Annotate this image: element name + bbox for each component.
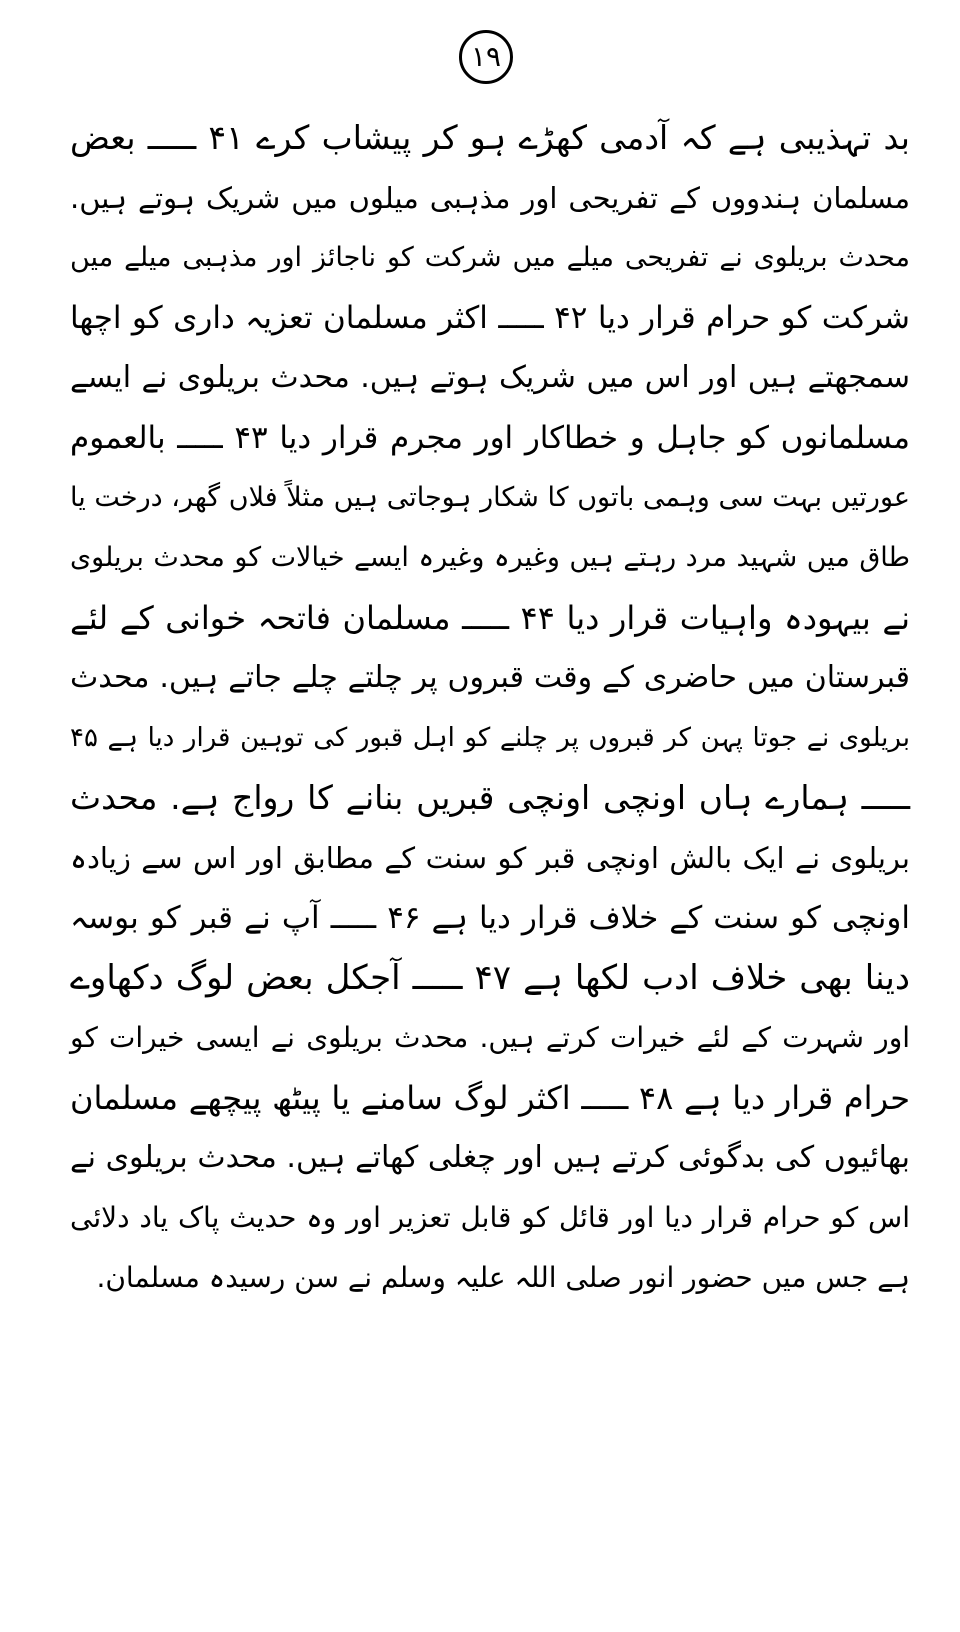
text-line: محدث بریلوی نے تفریحی میلے میں شرکت کو ناجائز اور مذہبی میلے میں [70,242,910,273]
text-line: شرکت کو حرام قرار دیا ۴۲ ـــــ اکثر مسلمان تعزیہ داری کو اچھا [70,300,911,336]
page-number-badge: ۱۹ [459,30,513,84]
text-line: طاق میں شہید مرد رہتے ہیں وغیرہ وغیرہ ایسے خیالات کو محدث بریلوی [70,542,910,573]
text-line: عورتیں بہت سی وہمی باتوں کا شکار ہوجاتی ہیں مثلاً فلاں گھر، درخت یا [70,482,910,513]
text-line: سمجھتے ہیں اور اس میں شریک ہوتے ہیں. محدث بریلوی نے ایسے [70,360,910,395]
text-line: مسلمانوں کو جاہل و خطاکار اور مجرم قرار دیا ۴۳ ـــــ بالعموم [70,420,910,456]
text-line: دینا بھی خلاف ادب لکھا ہے ۴۷ ـــــ آجکل بعض لوگ دکھاوے [70,958,910,998]
text-line: بریلوی نے جوتا پہن کر قبروں پر چلنے کو اہل قبور کی توہین قرار دیا ہے ۴۵ [70,723,910,753]
text-line: قبرستان میں حاضری کے وقت قبروں پر چلتے چلے جاتے ہیں. محدث [70,660,910,695]
text-line: نے بیہودہ واہیات قرار دیا ۴۴ ـــــ مسلمان فاتحہ خوانی کے لئے [70,599,911,637]
urdu-text-body [70,108,910,1308]
text-line: ہے جس میں حضور انور صلی اللہ علیہ وسلم نے سن رسیدہ مسلمان. [96,1261,910,1294]
text-line: بھائیوں کی بدگوئی کرتے ہیں اور چغلی کھاتے ہیں. محدث بریلوی نے [70,1140,910,1175]
text-line: حرام قرار دیا ہے ۴۸ ـــــ اکثر لوگ سامنے یا پیٹھ پیچھے مسلمان [70,1079,911,1117]
text-line: ـــــ ہمارے ہاں اونچی اونچی قبریں بنانے کا رواج ہے. محدث [70,778,910,817]
text-line: مسلمان ہندووں کے تفریحی اور مذہبی میلوں میں شریک ہوتے ہیں. [70,181,910,215]
text-line: اور شہرت کے لئے خیرات کرتے ہیں. محدث بریلوی نے ایسی خیرات کو [70,1021,910,1054]
text-line: اونچی کو سنت کے خلاف قرار دیا ہے ۴۶ ـــــ آپ نے قبر کو بوسہ [70,900,910,936]
text-line: اس کو حرام قرار دیا اور قائل کو قابل تعزیر اور وہ حدیث پاک یاد دلائی [70,1201,910,1234]
text-line: بریلوی نے ایک بالش اونچی قبر کو سنت کے مطابق اور اس سے زیادہ [70,841,910,875]
text-line: بد تہذیبی ہے کہ آدمی کھڑے ہو کر پیشاب کرے ۴۱ ـــــ بعض [70,118,910,157]
